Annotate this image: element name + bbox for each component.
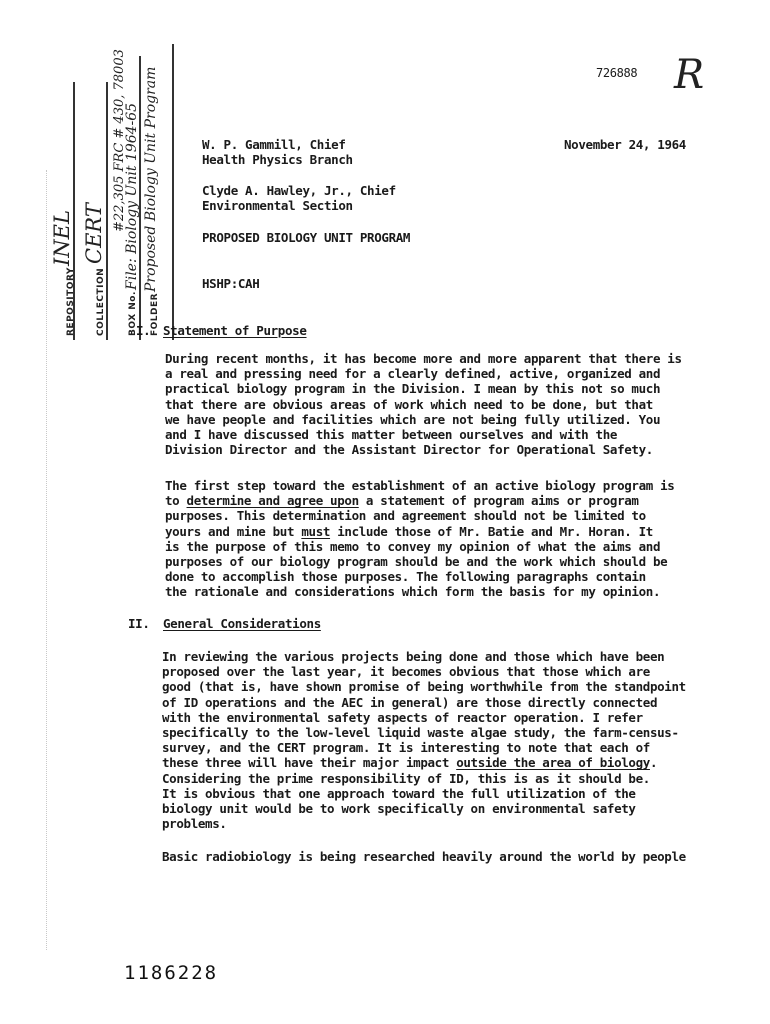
folder-file-value: File: Biology Unit 1964-65 bbox=[124, 102, 140, 290]
text-line: It is obvious that one approach toward the full utilization of the bbox=[162, 785, 636, 801]
stamp-line bbox=[106, 82, 108, 340]
section-heading: General Considerations bbox=[163, 616, 321, 631]
section-heading: Statement of Purpose bbox=[163, 323, 307, 338]
text-run: to bbox=[165, 493, 187, 509]
text-line: purposes. This determination and agreement should not be limited to bbox=[165, 508, 646, 524]
text-line bbox=[165, 524, 674, 539]
text-line: In reviewing the various projects being done and those which have been bbox=[162, 649, 665, 664]
text-line: with the environmental safety aspects of reactor operation. I refer bbox=[162, 709, 643, 725]
text-run: yours and mine but bbox=[165, 523, 302, 539]
text-line: done to accomplish those purposes. The following paragraphs contain bbox=[165, 569, 646, 585]
text-line: we have people and facilities which are not being fully utilized. You bbox=[165, 411, 661, 427]
box-value: #22,305 FRC # 430, 78003 bbox=[112, 49, 127, 232]
reference-symbol: HSHP:CAH bbox=[202, 276, 260, 291]
text-line: specifically to the low-level liquid waste algae study, the farm-census- bbox=[162, 725, 679, 741]
footer-page-number: 1186228 bbox=[124, 962, 219, 984]
paragraph bbox=[162, 649, 686, 831]
text-line bbox=[162, 755, 686, 770]
text-line: of ID operations and the AEC in general) are those directly connected bbox=[162, 694, 658, 710]
box-label: BOX No. bbox=[128, 291, 138, 336]
text-line: a real and pressing need for a clearly defined, active, organized and bbox=[165, 366, 661, 382]
text-line: survey, and the CERT program. It is interesting to note that each of bbox=[162, 740, 650, 756]
text-line: practical biology program in the Division. I mean by this not so much bbox=[165, 381, 661, 397]
text-line: the rationale and considerations which form the basis for my opinion. bbox=[165, 584, 661, 600]
text-line: biology unit would be to work specifically on environmental safety bbox=[162, 801, 636, 817]
section-number: II. bbox=[128, 616, 150, 631]
to-branch: Health Physics Branch bbox=[202, 152, 353, 167]
text-run: these three will have their major impact bbox=[162, 755, 457, 771]
text-line: good (that is, have shown promise of being worthwhile from the standpoint bbox=[162, 679, 686, 695]
memo-subject: PROPOSED BIOLOGY UNIT PROGRAM bbox=[202, 230, 411, 245]
text-line: During recent months, it has become more and more apparent that there is bbox=[165, 351, 682, 366]
folder-label: FOLDER bbox=[150, 292, 160, 336]
stamp-line bbox=[172, 44, 174, 340]
text-line: that there are obvious areas of work which need to be done, but that bbox=[165, 396, 653, 412]
underlined-text: determine and agree upon bbox=[186, 493, 359, 509]
paragraph bbox=[165, 351, 682, 457]
text-line: is the purpose of this memo to convey my opinion of what the aims and bbox=[165, 538, 661, 554]
text-line: Division Director and the Assistant Director for Operational Safety. bbox=[165, 442, 653, 458]
memo-date: November 24, 1964 bbox=[564, 137, 686, 152]
underlined-text: outside the area of biology bbox=[456, 755, 650, 771]
from-section: Environmental Section bbox=[202, 198, 353, 213]
text-line: proposed over the last year, it becomes obvious that those which are bbox=[162, 664, 650, 680]
page-edge-line bbox=[46, 170, 48, 950]
text-line: Considering the prime responsibility of ID, this is as it should be. bbox=[162, 770, 650, 786]
text-line: problems. bbox=[162, 816, 227, 832]
collection-value: CERT bbox=[82, 203, 106, 264]
handwritten-corner-mark: R bbox=[674, 52, 705, 98]
paragraph bbox=[165, 478, 674, 600]
text-line bbox=[165, 493, 674, 508]
text-run: a statement of program aims or program bbox=[358, 493, 639, 509]
text-line: purposes of our biology program should be and the work which should be bbox=[165, 554, 668, 570]
from-name: Clyde A. Hawley, Jr., Chief bbox=[202, 183, 396, 198]
section-number: I. bbox=[136, 323, 151, 338]
to-name: W. P. Gammill, Chief bbox=[202, 137, 346, 152]
repository-value: INEL bbox=[50, 210, 74, 266]
folder-value: Proposed Biology Unit Program bbox=[143, 66, 159, 292]
text-line: and I have discussed this matter between ourselves and with the bbox=[165, 427, 618, 443]
underlined-text: must bbox=[301, 523, 331, 539]
text-line: Basic radiobiology is being researched heavily around the world by people bbox=[162, 849, 686, 864]
collection-label: COLLECTION bbox=[96, 267, 106, 336]
document-number: 726888 bbox=[596, 66, 638, 80]
text-run: . bbox=[649, 755, 658, 771]
text-run: include those of Mr. Batie and Mr. Horan. It bbox=[330, 523, 653, 539]
text-line: The first step toward the establishment of an active biology program is bbox=[165, 478, 675, 493]
repository-label: REPOSITORY bbox=[66, 267, 76, 336]
